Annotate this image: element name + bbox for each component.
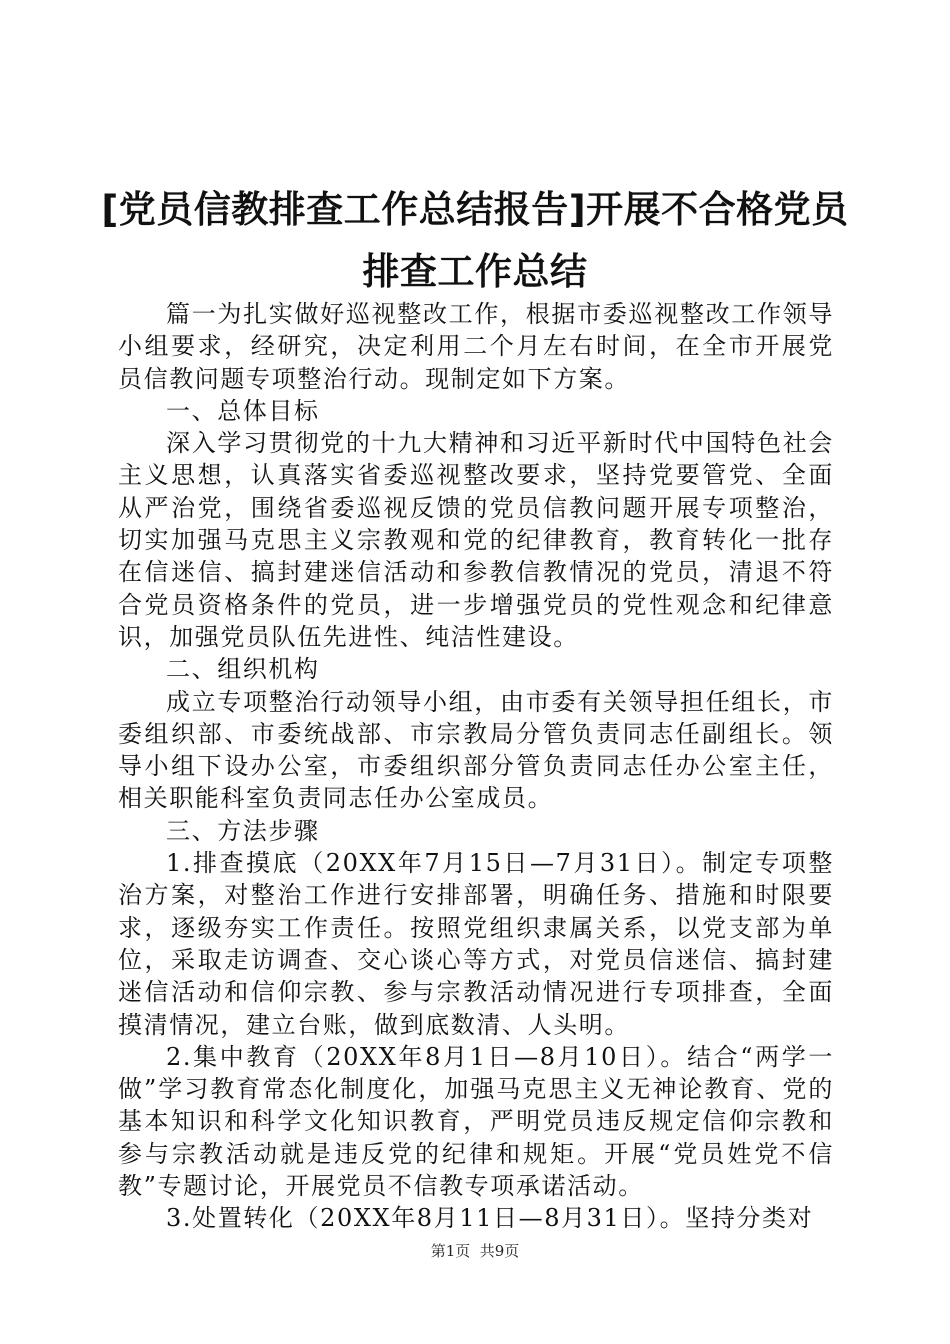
page-footer bbox=[0, 1240, 950, 1262]
step-1-paragraph: 1.排查摸底（20XX年7月15日—7月31日）。制定专项整治方案，对整治工作进行安排部署，明确任务、措施和时限要求，逐级夯实工作责任。按照党组织隶属关系，以党支部为单位，采取走访调查、交心谈心等方式，对党员信迷信、搞封建迷信活动和信仰宗教、参与宗教活动情况进行专项排查，全面摸清情况，建立台账，做到底数清、人头明。 bbox=[118, 849, 834, 1039]
section-heading-organization: 二、组织机构 bbox=[166, 655, 320, 684]
document-title-line-1: [党员信教排查工作总结报告]开展不合格党员 bbox=[101, 188, 849, 231]
section-heading-method-steps: 三、方法步骤 bbox=[166, 816, 320, 845]
document-body bbox=[118, 298, 834, 1235]
organization-paragraph: 成立专项整治行动领导小组，由市委有关领导担任组长，市委组织部、市委统战部、市宗教局分管负责同志任副组长。领导小组下设办公室，市委组织部分管负责同志任办公室主任，相关职能科室负责同志任办公室成员。 bbox=[118, 687, 834, 813]
step-3-paragraph: 3.处置转化（20XX年8月11日—8月31日）。坚持分类对 bbox=[166, 1204, 814, 1233]
goal-paragraph: 深入学习贯彻党的十九大精神和习近平新时代中国特色社会主义思想，认真落实省委巡视整改要求，坚持党要管党、全面从严治党，围绕省委巡视反馈的党员信教问题开展专项整治，切实加强马克思主义宗教观和党的纪律教育，教育转化一批存在信迷信、搞封建迷信活动和参教信教情况的党员，清退不符合党员资格条件的党员，进一步增强党员的党性观念和纪律意识，加强党员队伍先进性、纯洁性建设。 bbox=[118, 429, 834, 651]
intro-paragraph: 篇一为扎实做好巡视整改工作，根据市委巡视整改工作领导小组要求，经研究，决定利用二个月左右时间，在全市开展党员信教问题专项整治行动。现制定如下方案。 bbox=[118, 300, 834, 393]
step-2-paragraph: 2.集中教育（20XX年8月1日—8月10日）。结合“两学一做”学习教育常态化制度化，加强马克思主义无神论教育、党的基本知识和科学文化知识教育，严明党员违反规定信仰宗教和参与宗教活动就是违反党的纪律和规矩。开展“党员姓党不信教”专题讨论，开展党员不信教专项承诺活动。 bbox=[118, 1042, 834, 1201]
page-number-label: 第1页 共9页 bbox=[430, 1242, 520, 1260]
section-heading-overall-goal: 一、总体目标 bbox=[166, 396, 320, 425]
document-title-line-2: 排查工作总结 bbox=[362, 250, 588, 293]
